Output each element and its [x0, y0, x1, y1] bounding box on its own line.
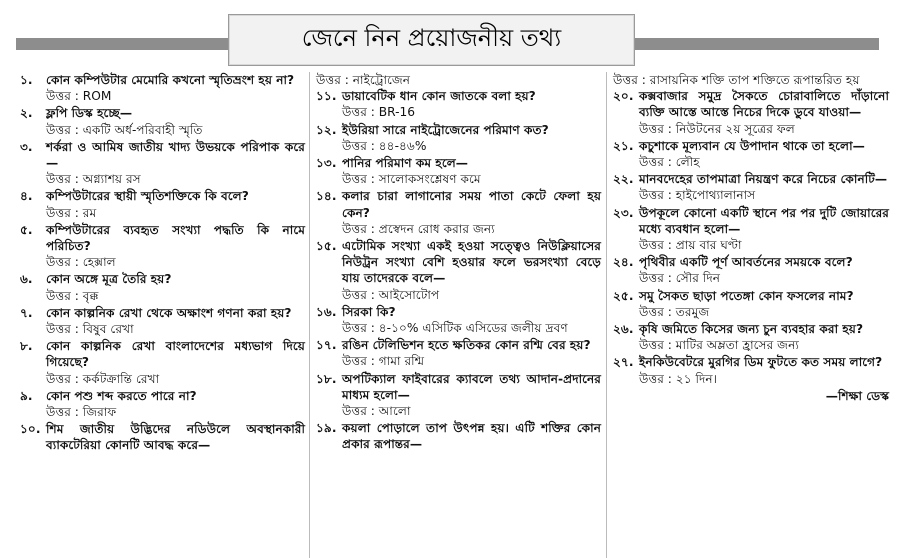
- question-text: উপকূলে কোনো একটি স্থানে পর পর দুটি জোয়ারের মধ্যে ব্যবধান হলো—: [639, 205, 889, 236]
- question-item: [613, 205, 889, 254]
- question-number: ৪.: [20, 189, 33, 204]
- answer: উত্তর : ROM: [46, 89, 112, 104]
- column-2: [316, 72, 601, 454]
- question-text: ফ্লপি ডিস্ক হচ্ছে—: [46, 106, 133, 121]
- question-number: ২.: [20, 106, 33, 121]
- answer: উত্তর : প্রায় বার ঘণ্টা: [639, 238, 742, 253]
- question-text: কম্পিউটারের ব্যবহৃত সংখ্যা পদ্ধতি কি নামে পরিচিত?: [46, 222, 305, 254]
- question-text: ইনকিউবেটরে মুরগির ডিম ফুটতে কত সময় লাগে?: [639, 355, 883, 370]
- question-number: ৩.: [20, 139, 33, 154]
- question-item: [20, 139, 305, 188]
- question: [316, 337, 601, 353]
- question-item: [316, 188, 601, 237]
- question-item: [613, 354, 889, 386]
- question: [20, 338, 305, 370]
- question-item: [20, 188, 305, 220]
- question-item: [316, 420, 601, 452]
- question-text: কোন কাল্পনিক রেখা বাংলাদেশের মধ্যভাগ দিয়ে গিয়েছে?: [46, 339, 305, 370]
- answer: উত্তর : রম: [46, 205, 97, 220]
- question: [316, 238, 601, 287]
- question-item: [20, 305, 305, 337]
- answer-continued: উত্তর : নাইট্রোজেন: [316, 73, 411, 87]
- answer: উত্তর : হেক্সাল: [46, 255, 116, 270]
- question-item: [613, 88, 889, 137]
- question: [20, 222, 305, 254]
- question-text: এটোমিক সংখ্যা একই হওয়া সত্ত্বেও নিউক্লিয়াসের নিউট্রন সংখ্যা বেশি হওয়ার ফলে ভরসংখ্যা বেড়ে যায় তাদেরকে বলে—: [342, 239, 601, 286]
- question-number: ২৩.: [613, 205, 634, 220]
- question: [20, 139, 305, 171]
- answer-continued: উত্তর : রাসায়নিক শক্তি তাপ শক্তিতে রূপান্তরিত হয়: [613, 73, 860, 87]
- question-item: [316, 238, 601, 303]
- signature: —শিক্ষা ডেস্ক: [825, 388, 889, 403]
- question: [20, 421, 305, 453]
- answer: উত্তর : ৪৪-৪৬%: [342, 138, 427, 153]
- question-text: মানবদেহের তাপমাত্রা নিয়ন্ত্রণ করে নিচের কোনটি—: [639, 172, 888, 187]
- question-item: [316, 371, 601, 420]
- question-number: ৮.: [20, 339, 33, 354]
- question-text: কম্পিউটারের স্থায়ী স্মৃতিশক্তিকে কি বলে?: [46, 189, 249, 204]
- answer: উত্তর : জিরাফ: [46, 405, 117, 420]
- answer: উত্তর : বিষুব রেখা: [46, 322, 134, 337]
- question: [613, 138, 889, 154]
- question-text: ডায়াবেটিক ধান কোন জাতকে বলা হয়?: [342, 89, 536, 104]
- question-number: ২১.: [613, 138, 634, 153]
- question-text: কৃষি জমিতে কিসের জন্য চুন ব্যবহার করা হয়?: [639, 322, 864, 337]
- question: [613, 354, 889, 370]
- question-number: ১৯.: [316, 421, 337, 436]
- question: [316, 88, 601, 104]
- answer: উত্তর : ৪-১০% এসিটিক এসিডের জলীয় দ্রবণ: [342, 321, 568, 336]
- question-item: [316, 122, 601, 154]
- question-item: [316, 337, 601, 369]
- question-number: ৫.: [20, 222, 33, 237]
- question-number: ৭.: [20, 305, 33, 320]
- question-item: [316, 304, 601, 336]
- question: [613, 88, 889, 120]
- question: [20, 105, 305, 121]
- question: [613, 288, 889, 304]
- question-item: [613, 171, 889, 203]
- question-text: কয়লা পোড়ালে তাপ উৎপন্ন হয়। এটি শক্তির কোন প্রকার রূপান্তর—: [342, 421, 601, 452]
- question-text: সমু সৈকত ছাড়া পতেঙ্গা কোন ফসলের নাম?: [639, 288, 854, 303]
- question: [316, 155, 601, 171]
- question-number: ১.: [20, 73, 33, 87]
- question-item: [20, 338, 305, 387]
- question-text: পৃথিবীর একটি পূর্ণ আবর্তনের সময়কে বলে?: [639, 255, 853, 270]
- question: [20, 271, 305, 287]
- answer: উত্তর : সৌর দিন: [639, 271, 720, 286]
- question-number: ২৪.: [613, 255, 634, 270]
- question: [20, 188, 305, 204]
- question-number: ১১.: [316, 89, 337, 104]
- question: [613, 171, 889, 187]
- question-number: ২৫.: [613, 288, 634, 303]
- column-3: [613, 72, 889, 404]
- question: [316, 188, 601, 220]
- question: [20, 305, 305, 321]
- page-title: জেনে নিন প্রয়োজনীয় তথ্য: [301, 24, 562, 52]
- question-text: অপটিক্যাল ফাইবারের ক্যাবলে তথ্য আদান-প্রদানের মাধ্যম হলো—: [342, 371, 601, 402]
- question: [613, 205, 889, 237]
- column-divider: [606, 72, 607, 558]
- question-item: [613, 254, 889, 286]
- answer: উত্তর : হাইপোথ্যালানাস: [639, 188, 756, 203]
- question-number: ১৭.: [316, 338, 337, 353]
- answer: উত্তর : সালোকসংশ্লেষণ কমে: [342, 172, 481, 187]
- question-text: কলার চারা লাগানোর সময় পাতা কেটে ফেলা হয় কেন?: [342, 189, 601, 220]
- answer: উত্তর : BR-16: [342, 105, 416, 120]
- question-item: [20, 271, 305, 303]
- question-text: কোন অঙ্গে মূত্র তৈরি হয়?: [46, 272, 172, 287]
- answer: উত্তর : আলো: [342, 404, 411, 419]
- question-item: [20, 72, 305, 104]
- question-text: শর্করা ও আমিষ জাতীয় খাদ্য উভয়কে পরিপাক করে—: [46, 139, 305, 171]
- answer: উত্তর : একটি অর্ধ-পরিবাহী স্মৃতি: [46, 122, 203, 137]
- question-item: [613, 321, 889, 353]
- question-number: ৬.: [20, 272, 33, 287]
- question-number: ১২.: [316, 122, 337, 137]
- question-item: [613, 288, 889, 320]
- column-divider: [309, 72, 310, 558]
- title-box: [228, 14, 635, 66]
- question-number: ১৪.: [316, 189, 337, 204]
- question-number: ১৮.: [316, 371, 337, 386]
- question-text: কোন পশু শব্দ করতে পারে না?: [46, 388, 197, 403]
- answer: উত্তর : মাটির অম্লতা হ্রাসের জন্য: [639, 338, 799, 353]
- question-number: ২০.: [613, 89, 634, 104]
- question-text: কোন কাল্পনিক রেখা থেকে অক্ষাংশ গণনা করা হয়?: [46, 305, 292, 320]
- question: [316, 420, 601, 452]
- question-item: [20, 421, 305, 453]
- question-number: ১০.: [20, 422, 41, 437]
- answer: উত্তর : নিউটনের ২য় সূত্রের ফল: [639, 121, 795, 136]
- question: [316, 122, 601, 138]
- question: [613, 321, 889, 337]
- question-item: [613, 138, 889, 170]
- question-item: [20, 222, 305, 271]
- question-text: কচুশাকে মূল্যবান যে উপাদান থাকে তা হলো—: [639, 138, 865, 153]
- question-text: ইউরিয়া সারে নাইট্রোজেনের পরিমাণ কত?: [342, 122, 549, 137]
- question-number: ২৭.: [613, 355, 634, 370]
- question-text: রঙিন টেলিভিশন হতে ক্ষতিকর কোন রশ্মি বের হয়?: [342, 338, 591, 353]
- answer: উত্তর : ২১ দিন।: [639, 371, 717, 386]
- question: [316, 304, 601, 320]
- answer: উত্তর : কর্কটক্রান্তি রেখা: [46, 371, 160, 386]
- question: [316, 371, 601, 403]
- answer: উত্তর : লৌহ: [639, 155, 700, 170]
- question-number: ১৫.: [316, 239, 337, 254]
- question-number: ৯.: [20, 388, 33, 403]
- question-number: ১৬.: [316, 304, 337, 319]
- question: [20, 388, 305, 404]
- column-1: [20, 72, 305, 455]
- question: [20, 72, 305, 88]
- question-text: পানির পরিমাণ কম হলে—: [342, 156, 468, 171]
- question-text: কোন কম্পিউটার মেমোরি কখনো স্মৃতিভ্রংশ হয় না?: [46, 73, 295, 87]
- question-text: কক্সবাজার সমুদ্র সৈকতে চোরাবালিতে দাঁড়ানো ব্যক্তি আস্তে আস্তে নিচের দিকে ডুবে যাওয়া—: [639, 89, 889, 120]
- question-number: ১৩.: [316, 156, 337, 171]
- question-item: [316, 88, 601, 120]
- answer: উত্তর : অগ্ন্যাশয় রস: [46, 172, 141, 187]
- answer: উত্তর : বৃক্ক: [46, 288, 99, 303]
- answer: উত্তর : প্রস্বেদন রোধ করার জন্য: [342, 221, 495, 236]
- answer: উত্তর : গামা রশ্মি: [342, 354, 425, 369]
- question-item: [20, 105, 305, 137]
- question-item: [20, 388, 305, 420]
- answer: উত্তর : তরমুজ: [639, 304, 710, 319]
- question: [613, 254, 889, 270]
- question-item: [316, 155, 601, 187]
- answer: উত্তর : আইসোটোপ: [342, 287, 440, 302]
- question-number: ২৬.: [613, 322, 634, 337]
- question-text: শিম জাতীয় উদ্ভিদের নডিউলে অবস্থানকারী ব্যাকটেরিয়া কোনটি আবদ্ধ করে—: [46, 422, 305, 453]
- question-text: সিরকা কি?: [342, 304, 396, 319]
- question-number: ২২.: [613, 172, 634, 187]
